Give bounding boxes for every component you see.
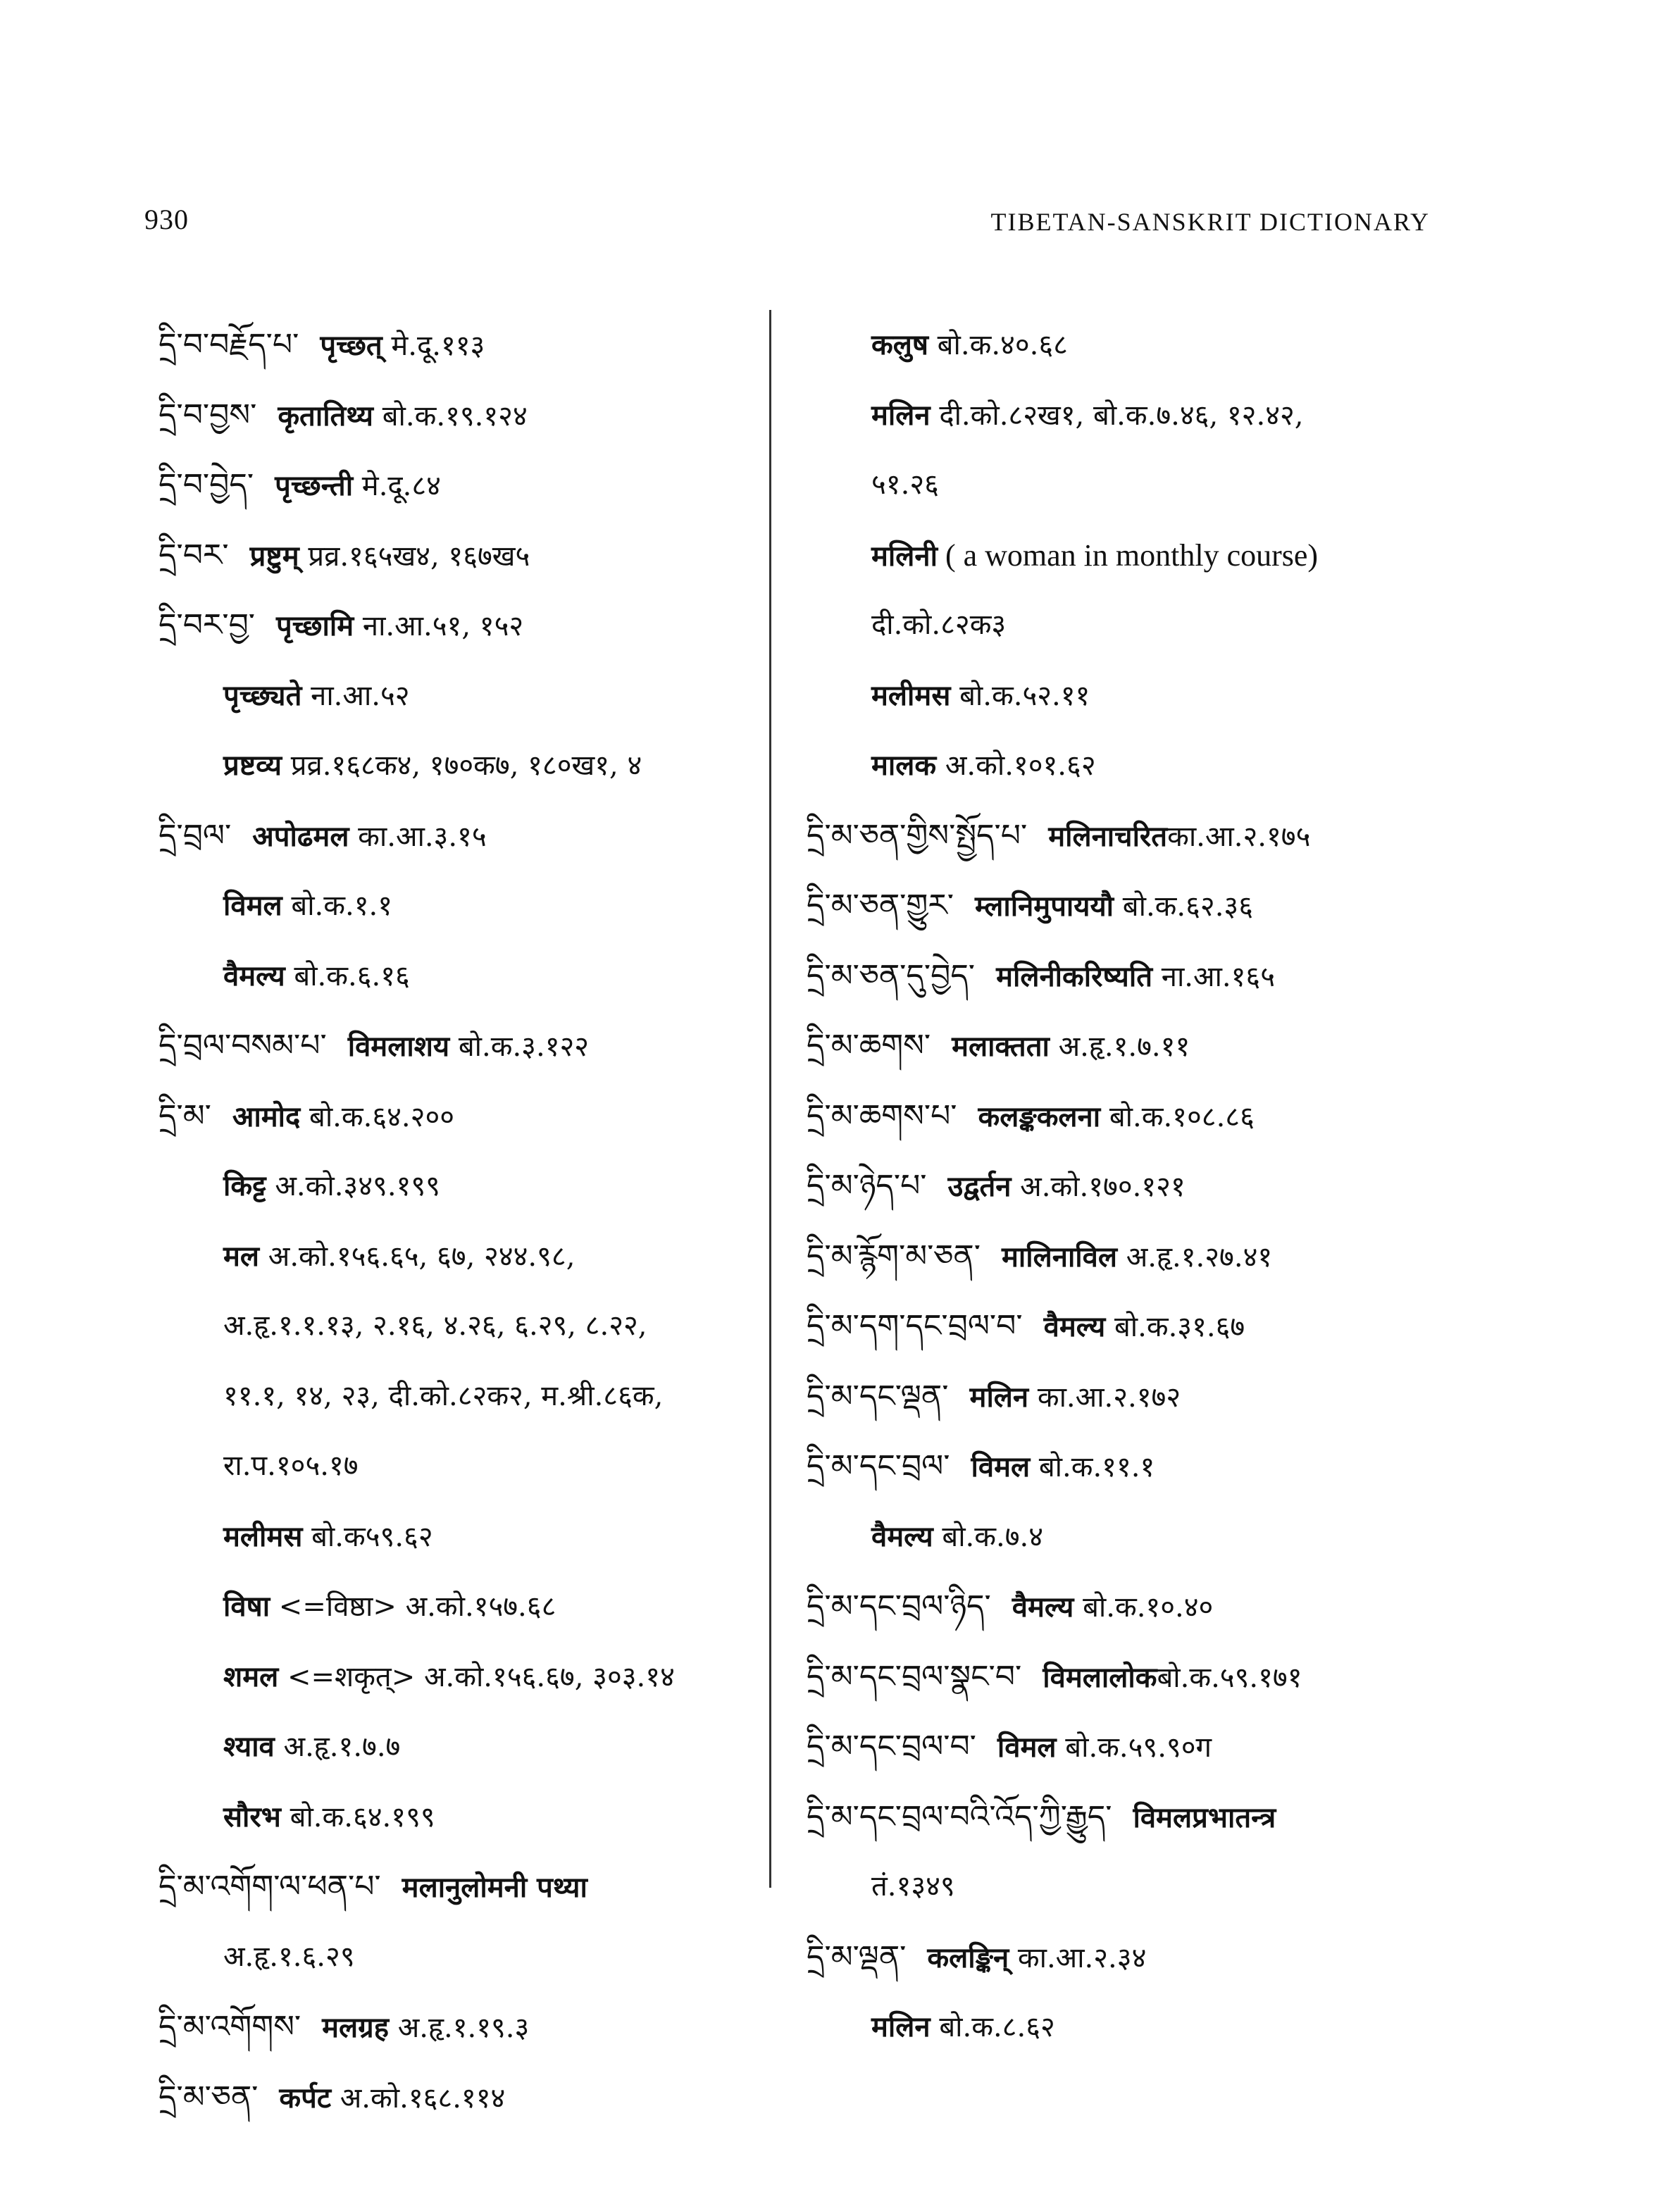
sanskrit-equivalent: पृच्छ्यते (223, 678, 302, 712)
dictionary-line (807, 1782, 1441, 1853)
dictionary-line (807, 310, 1441, 380)
sanskrit-equivalent: उद्वर्तन (947, 1170, 1012, 1203)
source-reference: अ.को.१७०.१२१ (1011, 1171, 1186, 1203)
tibetan-headword: དྲི་མ་ཅན་གྱིས་སྤྱོད་པ་ (807, 817, 1028, 854)
tibetan-headword: དྲི་མ་ཅན་དུ་བྱེད་ (807, 957, 976, 994)
tibetan-headword: དྲི་མ་དང་བྲལ་བ་ (807, 1729, 976, 1764)
dictionary-line (807, 661, 1441, 731)
running-head: TIBETAN-SANSKRIT DICTIONARY (990, 208, 1430, 236)
source-reference: बो.क.७.४ (933, 1520, 1044, 1553)
sanskrit-equivalent: कलङ्किन् (927, 1941, 1009, 1974)
sanskrit-equivalent: मलग्रह (322, 2011, 389, 2044)
dictionary-line (158, 2062, 761, 2133)
sanskrit-equivalent: विमलाशय (347, 1030, 450, 1063)
tibetan-headword: དྲི་མ་ཅན་གྱུར་ (807, 888, 954, 923)
source-reference: बो.क.६४.२०० (300, 1100, 455, 1133)
dictionary-line (807, 1922, 1441, 1993)
tibetan-headword: དྲི་མ་འགོག་ལ་ཕན་པ་ (158, 1869, 381, 1905)
sanskrit-equivalent: वैमल्य (1012, 1590, 1074, 1624)
sanskrit-equivalent: सौरभ (223, 1800, 281, 1833)
dictionary-line (158, 450, 761, 521)
sanskrit-equivalent: विमल (223, 889, 282, 922)
sanskrit-equivalent: किट्ट (223, 1169, 266, 1202)
dictionary-line (158, 1502, 761, 1572)
dictionary-line (158, 1291, 761, 1362)
source-reference: बो.क.५९.१७१ (1157, 1661, 1302, 1694)
dictionary-line (158, 1431, 761, 1502)
tibetan-headword: དྲི་མ་ལྡན་ (807, 1938, 907, 1975)
dictionary-line (807, 380, 1441, 451)
tibetan-headword: དྲི་བྲལ་ (158, 817, 232, 854)
dictionary-line (807, 1362, 1441, 1432)
source-reference: बो.क.१.१ (282, 890, 393, 922)
source-reference: बो.क.११.१ (1030, 1451, 1155, 1483)
sanskrit-equivalent: मलिन (871, 398, 931, 432)
dictionary-line (158, 941, 761, 1011)
source-reference: बो.क.८.६२ (930, 2011, 1055, 2043)
sanskrit-equivalent: वैमल्य (871, 1519, 933, 1553)
source-reference: <=विष्ठा> अ.को.१५७.६८ (270, 1590, 556, 1623)
sanskrit-equivalent: शमल (223, 1660, 279, 1693)
source-reference: अ.हृ.१.७.७ (274, 1731, 401, 1763)
dictionary-line (807, 1291, 1441, 1362)
source-reference: ११.१, १४, २३, दी.को.८२क२, म.श्री.८६क, (223, 1379, 664, 1412)
sanskrit-equivalent: अपोढमल (252, 819, 349, 853)
sanskrit-equivalent: वैमल्य (223, 959, 285, 992)
dictionary-line (807, 1011, 1441, 1081)
sanskrit-equivalent: विमलप्रभातन्त्र (1133, 1800, 1276, 1834)
dictionary-line (158, 1642, 761, 1712)
source-reference: अ.हृ.१.६.२९ (223, 1940, 355, 1973)
dictionary-line (158, 1081, 761, 1152)
sanskrit-equivalent: मलिनी (871, 539, 938, 573)
dictionary-line (158, 871, 761, 941)
tibetan-headword: དྲི་མ་དང་བྲལ་ཉིད་ (807, 1588, 991, 1624)
source-reference: बो.क.३१.६७ (1105, 1311, 1245, 1343)
sanskrit-equivalent: कलङ्ककलना (978, 1100, 1101, 1133)
source-reference: अ.को.३४९.१९९ (266, 1170, 440, 1202)
tibetan-headword: དྲི་མ་དང་བྲལ་སྣང་བ་ (807, 1658, 1022, 1695)
sanskrit-equivalent: मलाक्तता (952, 1030, 1050, 1063)
source-reference: बो.क.५९.९०ग (1056, 1731, 1212, 1764)
dictionary-line (807, 871, 1441, 941)
tibetan-headword: དྲི་བར་ (158, 537, 229, 573)
source-reference: का.आ.२.१७५ (1167, 820, 1311, 853)
page-number: 930 (144, 204, 189, 235)
dictionary-line (158, 1151, 761, 1221)
sanskrit-equivalent: विमल (997, 1731, 1057, 1764)
dictionary-line (158, 730, 761, 801)
tibetan-headword: དྲི་བར་བྱ་ (158, 607, 256, 643)
dictionary-line (807, 450, 1441, 521)
tibetan-headword: དྲི་མ་དང་བྲལ་ (807, 1448, 950, 1484)
source-reference: बो.क.४०.६८ (928, 329, 1068, 361)
source-reference: का.आ.२.३४ (1009, 1941, 1147, 1974)
sanskrit-equivalent: विषा (223, 1590, 270, 1623)
source-reference: अ.को.१६८.११४ (331, 2081, 506, 2115)
dictionary-line (158, 1852, 761, 1922)
tibetan-headword: དྲི་མ་དང་ལྡན་ (807, 1378, 949, 1414)
dictionary-line (807, 1221, 1441, 1292)
source-reference: बो.क.१९.१२४ (373, 399, 528, 432)
source-reference: बो.क.१०८.८६ (1100, 1100, 1255, 1133)
dictionary-line (158, 1221, 761, 1292)
source-reference: प्रव्र.१६५ख४, १६७ख५ (299, 540, 530, 573)
source-reference: ना.आ.५१, १५२ (354, 610, 524, 642)
sanskrit-equivalent: मलिनीकरिष्यति (996, 959, 1153, 993)
sanskrit-equivalent: पृच्छत् (320, 329, 382, 362)
source-reference: बो.क.१०.४० (1074, 1591, 1214, 1624)
source-reference: बो.क.६.१६ (285, 959, 410, 992)
tibetan-headword: དྲི་མ་ཆགས་པ་ (807, 1097, 957, 1134)
right-column (807, 310, 1441, 2062)
source-reference: <=शकृत्> अ.को.१५६.६७, ३०३.१४ (278, 1660, 675, 1693)
sanskrit-equivalent: म्लानिमुपाययौ (975, 890, 1114, 923)
dictionary-line (807, 1502, 1441, 1572)
source-reference: तं.१३४९ (871, 1870, 955, 1903)
dictionary-line (807, 521, 1441, 591)
sanskrit-equivalent: मलिन (871, 2010, 931, 2043)
sanskrit-equivalent: आमोद (232, 1100, 301, 1133)
dictionary-line (807, 1151, 1441, 1221)
sanskrit-equivalent: श्याव (223, 1730, 275, 1763)
sanskrit-equivalent: विमल (971, 1450, 1031, 1483)
tibetan-headword: དྲི་མ་རྙོག་མ་ཅན་ (807, 1238, 981, 1274)
tibetan-headword: དྲི་མ་དག་དང་བྲལ་བ་ (807, 1308, 1023, 1344)
tibetan-headword: དྲི་བ་བྱས་ (158, 397, 257, 433)
source-reference: अ.को.१५६.६५, ६७, २४४.९८, (259, 1240, 575, 1273)
sanskrit-equivalent: मलिनाचरित (1048, 819, 1168, 853)
source-reference: ना.आ.५२ (301, 679, 410, 712)
dictionary-line (807, 1712, 1441, 1782)
dictionary-line (158, 310, 761, 380)
dictionary-line (158, 1712, 761, 1782)
tibetan-headword: དྲི་མ་ཅན་ (158, 2079, 259, 2115)
tibetan-headword: དྲི་མ་འགོགས་ (158, 2009, 301, 2045)
dictionary-line (158, 1571, 761, 1642)
source-reference: अ.को.१०१.६२ (936, 749, 1096, 782)
sanskrit-equivalent: कर्पट (279, 2081, 332, 2115)
sanskrit-equivalent: विमलालोक (1043, 1660, 1157, 1694)
dictionary-line (807, 1431, 1441, 1502)
dictionary-line (158, 521, 761, 591)
source-reference: दी.को.८२ख१, बो.क.७.४६, १२.४२, (930, 399, 1304, 432)
sanskrit-equivalent: मालक (871, 749, 937, 782)
dictionary-line (807, 1992, 1441, 2062)
source-reference: ना.आ.१६५ (1152, 960, 1276, 993)
tibetan-headword: དྲི་མ་དང་བྲལ་བའི་འོད་ཀྱི་རྒྱུད་ (807, 1798, 1112, 1835)
dictionary-line (158, 661, 761, 731)
source-reference: बो.क.६२.३६ (1114, 890, 1254, 923)
english-gloss: ( a woman in monthly course) (937, 537, 1319, 573)
dictionary-line (158, 1992, 761, 2062)
dictionary-line (158, 801, 761, 871)
source-reference: बो.क५९.६२ (302, 1520, 433, 1553)
source-reference: का.आ.२.१७२ (1028, 1381, 1181, 1414)
sanskrit-equivalent: प्रष्टुम् (249, 539, 299, 573)
dictionary-line (807, 1852, 1441, 1922)
dictionary-line (158, 590, 761, 661)
dictionary-line (807, 590, 1441, 661)
dictionary-line (158, 1011, 761, 1081)
sanskrit-equivalent: मलिन (969, 1380, 1029, 1414)
tibetan-headword: དྲི་མ་ཆགས་ (807, 1028, 931, 1064)
source-reference: का.आ.३.१५ (349, 820, 487, 853)
source-reference: बो.क.५२.११ (950, 679, 1090, 712)
dictionary-line (158, 1782, 761, 1853)
column-divider (769, 310, 771, 1888)
dictionary-line (807, 801, 1441, 871)
source-reference: अ.हृ.१.२७.४१ (1117, 1240, 1273, 1274)
tibetan-headword: དྲི་མ་ཉེད་པ་ (807, 1168, 927, 1204)
left-column (158, 310, 761, 2132)
source-reference: ५१.२६ (871, 468, 939, 501)
source-reference: दी.को.८२क३ (871, 609, 1007, 641)
dictionary-line (807, 1642, 1441, 1712)
tibetan-headword: དྲི་མ་ (158, 1097, 211, 1134)
sanskrit-equivalent: मलीमस (871, 678, 951, 712)
dictionary-line (807, 1571, 1441, 1642)
tibetan-headword: དྲི་བ་བརྗོད་པ་ (158, 327, 299, 363)
dictionary-line (158, 1922, 761, 1993)
source-reference: बो.क.३.१२२ (449, 1031, 590, 1063)
sanskrit-equivalent: प्रष्टव्य (223, 749, 282, 782)
source-reference: अ.हृ.१.१९.३ (388, 2012, 530, 2044)
sanskrit-equivalent: कलुष (871, 328, 928, 361)
sanskrit-equivalent: मल (223, 1239, 260, 1273)
source-reference: मे.दू.८४ (353, 470, 441, 502)
source-reference: बो.क.६४.१९९ (280, 1800, 435, 1833)
tibetan-headword: དྲི་བ་བྱེད་ (158, 467, 254, 503)
tibetan-headword: དྲི་བྲལ་བསམ་པ་ (158, 1028, 327, 1064)
dictionary-line (158, 1362, 761, 1432)
source-reference: मे.दू.११३ (382, 330, 485, 362)
sanskrit-equivalent: वैमल्य (1043, 1310, 1106, 1343)
sanskrit-equivalent: मलीमस (223, 1519, 303, 1553)
sanskrit-equivalent: मालिनाविल (1001, 1240, 1118, 1274)
sanskrit-equivalent: मलानुलोमनी पथ्या (402, 1871, 587, 1904)
sanskrit-equivalent: पृच्छामि (276, 609, 354, 642)
source-reference: अ.हृ.१.७.११ (1049, 1031, 1190, 1063)
source-reference: प्रव्र.१६८क४, १७०क७, १८०ख१, ४ (282, 749, 642, 782)
sanskrit-equivalent: कृतातिथ्य (278, 399, 373, 432)
dictionary-line (158, 380, 761, 451)
dictionary-line (807, 1081, 1441, 1152)
source-reference: रा.प.१०५.१७ (223, 1450, 359, 1482)
dictionary-line (807, 941, 1441, 1011)
sanskrit-equivalent: पृच्छन्ती (275, 469, 354, 502)
dictionary-line (807, 730, 1441, 801)
source-reference: अ.हृ.१.१.१३, २.१६, ४.२६, ६.२९, ८.२२, (223, 1309, 647, 1342)
